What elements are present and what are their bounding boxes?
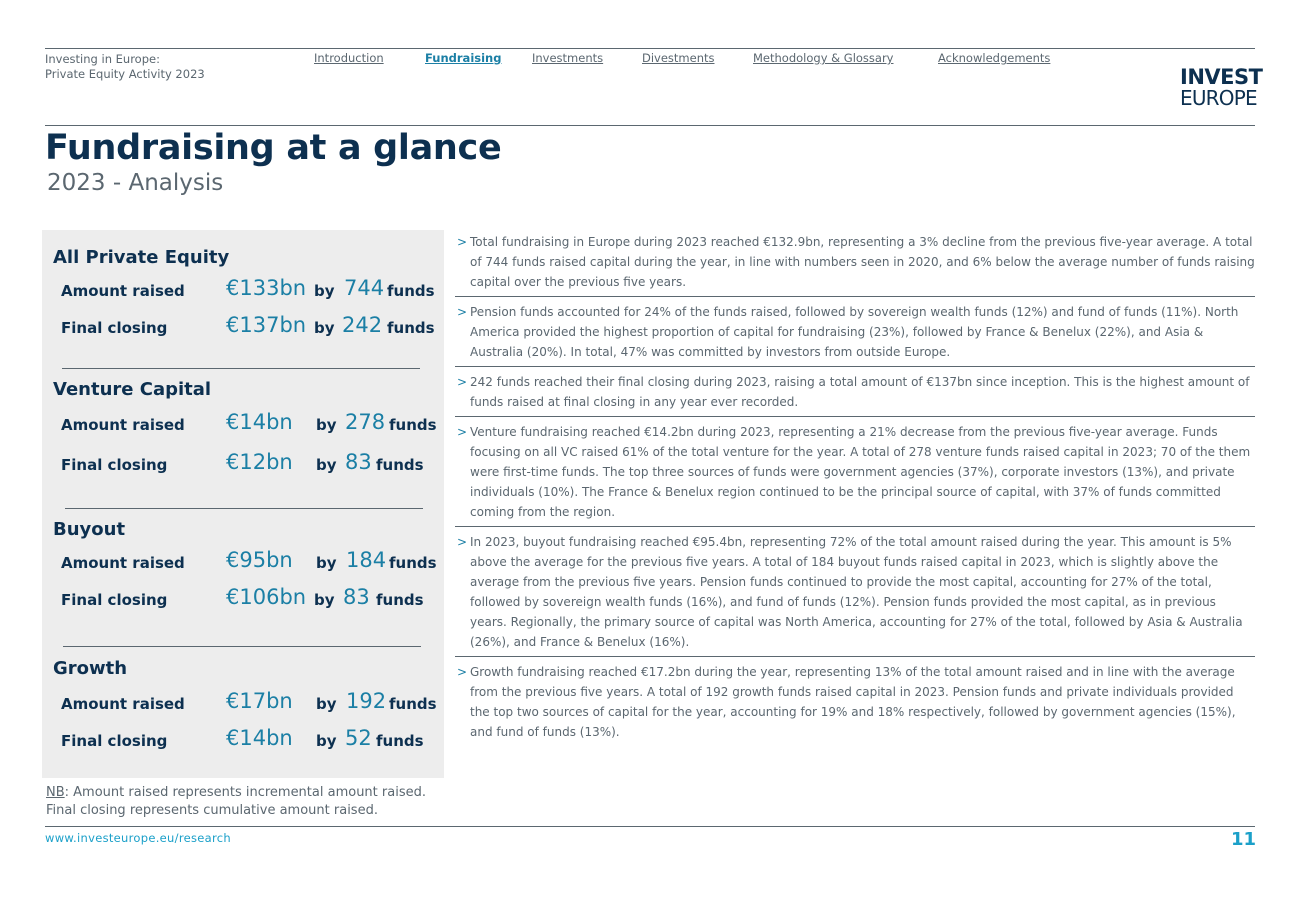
- nav-divestments[interactable]: Divestments: [642, 51, 715, 65]
- funds-count: 242: [342, 313, 383, 337]
- funds-label: funds: [387, 282, 435, 300]
- header-top-rule: [45, 48, 1255, 49]
- footnote: NB: Amount raised represents incremental amount raised. Final closing represents cumulative amount raised.: [46, 785, 426, 818]
- row-label: Amount raised: [61, 416, 185, 434]
- row-label: Final closing: [61, 456, 168, 474]
- row-label: Final closing: [61, 591, 168, 609]
- funds-label: funds: [389, 416, 437, 434]
- chevron-right-icon: >: [457, 425, 468, 439]
- funds-label: funds: [376, 591, 424, 609]
- chevron-right-icon: >: [457, 235, 468, 249]
- section-divider: [63, 646, 421, 647]
- bullet-text: Total fundraising in Europe during 2023 reached €132.9bn, representing a 3% decline from the previous five-year average. A total of 744 funds raised capital during the year, in line with numbers seen in 2020, and 6% below the average number of funds raising capital over the previous five years.: [470, 235, 1255, 289]
- section-title-buyout: Buyout: [53, 519, 126, 540]
- chevron-right-icon: >: [457, 665, 468, 679]
- by-label: by: [314, 282, 335, 300]
- funds-label: funds: [376, 732, 424, 750]
- by-label: by: [316, 732, 337, 750]
- funds-label: funds: [389, 695, 437, 713]
- funds-label: funds: [389, 554, 437, 572]
- row-label: Final closing: [61, 319, 168, 337]
- nav-acknowledgements[interactable]: Acknowledgements: [938, 51, 1051, 65]
- amount-value: €137bn: [226, 313, 307, 337]
- section-title-growth: Growth: [53, 658, 128, 679]
- by-label: by: [316, 456, 337, 474]
- by-label: by: [314, 591, 335, 609]
- row-label: Amount raised: [61, 282, 185, 300]
- page-subtitle: 2023 - Analysis: [47, 170, 224, 196]
- bullet-text: Growth fundraising reached €17.2bn during the year, representing 13% of the total amount raised and in line with the average from the previous five years. A total of 192 growth funds raised capital in 2023. Pension funds and private individuals provided the top two sources of capital for the year, accounting for 19% and 18% respectively, followed by government agencies (15%), and fund of funds (13%).: [470, 665, 1236, 739]
- by-label: by: [316, 695, 337, 713]
- by-label: by: [316, 416, 337, 434]
- funds-count: 52: [345, 726, 372, 750]
- by-label: by: [314, 319, 335, 337]
- amount-value: €14bn: [226, 410, 293, 434]
- analysis-bullet: [455, 662, 1255, 746]
- invest-europe-logo[interactable]: INVEST EUROPE: [1180, 65, 1263, 110]
- analysis-bullet: [455, 532, 1255, 657]
- page-number: 11: [1231, 829, 1257, 850]
- bullet-text: In 2023, buyout fundraising reached €95.4bn, representing 72% of the total amount raised during the year. This amount is 5% above the average for the previous five years. A total of 184 buyout funds raised capital in 2023, which is slightly above the average from the previous five years. Pension funds continued to provide the most capital, accounting for 27% of the total, followed by sovereign wealth funds (16%), and fund of funds (12%). Pension funds provided the most capital, as in previous years. Regionally, the primary source of capital was North America, accounting for 27% of the total, followed by Asia & Australia (26%), and France & Benelux (16%).: [470, 535, 1243, 649]
- amount-value: €12bn: [226, 450, 293, 474]
- chevron-right-icon: >: [457, 375, 468, 389]
- amount-value: €95bn: [226, 548, 293, 572]
- chevron-right-icon: >: [457, 305, 468, 319]
- footer-url-link[interactable]: www.investeurope.eu/research: [45, 831, 231, 845]
- analysis-bullets: [455, 232, 1255, 751]
- amount-value: €133bn: [226, 276, 307, 300]
- amount-value: €106bn: [226, 585, 307, 609]
- nav-fundraising[interactable]: Fundraising: [425, 51, 502, 65]
- funds-count: 278: [345, 410, 386, 434]
- section-divider: [65, 508, 423, 509]
- analysis-bullet: [455, 232, 1255, 297]
- section-title-venture-capital: Venture Capital: [53, 379, 212, 400]
- section-divider: [62, 368, 420, 369]
- row-label: Amount raised: [61, 695, 185, 713]
- analysis-bullet: [455, 422, 1255, 527]
- funds-count: 184: [346, 548, 387, 572]
- funds-count: 83: [345, 450, 372, 474]
- bullet-text: Pension funds accounted for 24% of the funds raised, followed by sovereign wealth funds (12%) and fund of funds (11%). North America provided the highest proportion of capital for fundraising (23%), followed by France & Benelux (22%), and Asia & Australia (20%). In total, 47% was committed by investors from outside Europe.: [470, 305, 1239, 359]
- funds-count: 83: [343, 585, 370, 609]
- row-label: Final closing: [61, 732, 168, 750]
- funds-count: 192: [346, 689, 387, 713]
- funds-label: funds: [387, 319, 435, 337]
- section-title-all-private-equity: All Private Equity: [53, 247, 230, 268]
- nav-introduction[interactable]: Introduction: [314, 51, 384, 65]
- bullet-text: Venture fundraising reached €14.2bn during 2023, representing a 21% decrease from the previous five-year average. Funds focusing on all VC raised 61% of the total venture for the year. A total of 278 venture funds raised capital in 2023; 70 of the them were first-time funds. The top three sources of funds were government agencies (37%), corporate investors (13%), and private individuals (10%). The France & Benelux region continued to be the principal source of capital, with 37% of funds committed coming from the region.: [470, 425, 1251, 519]
- analysis-bullet: [455, 372, 1255, 417]
- bullet-text: 242 funds reached their final closing during 2023, raising a total amount of €137bn since inception. This is the highest amount of funds raised at final closing in any year ever recorded.: [470, 375, 1250, 409]
- nav-investments[interactable]: Investments: [532, 51, 604, 65]
- chevron-right-icon: >: [457, 535, 468, 549]
- funds-label: funds: [376, 456, 424, 474]
- footer-rule: [45, 826, 1255, 827]
- analysis-bullet: [455, 302, 1255, 367]
- amount-value: €17bn: [226, 689, 293, 713]
- funds-count: 744: [344, 276, 385, 300]
- page-title: Fundraising at a glance: [45, 128, 502, 168]
- by-label: by: [316, 554, 337, 572]
- amount-value: €14bn: [226, 726, 293, 750]
- header-bottom-rule: [45, 125, 1255, 126]
- nav-methodology-glossary[interactable]: Methodology & Glossary: [753, 51, 894, 65]
- row-label: Amount raised: [61, 554, 185, 572]
- document-title: Investing in Europe: Private Equity Activity 2023: [45, 52, 205, 81]
